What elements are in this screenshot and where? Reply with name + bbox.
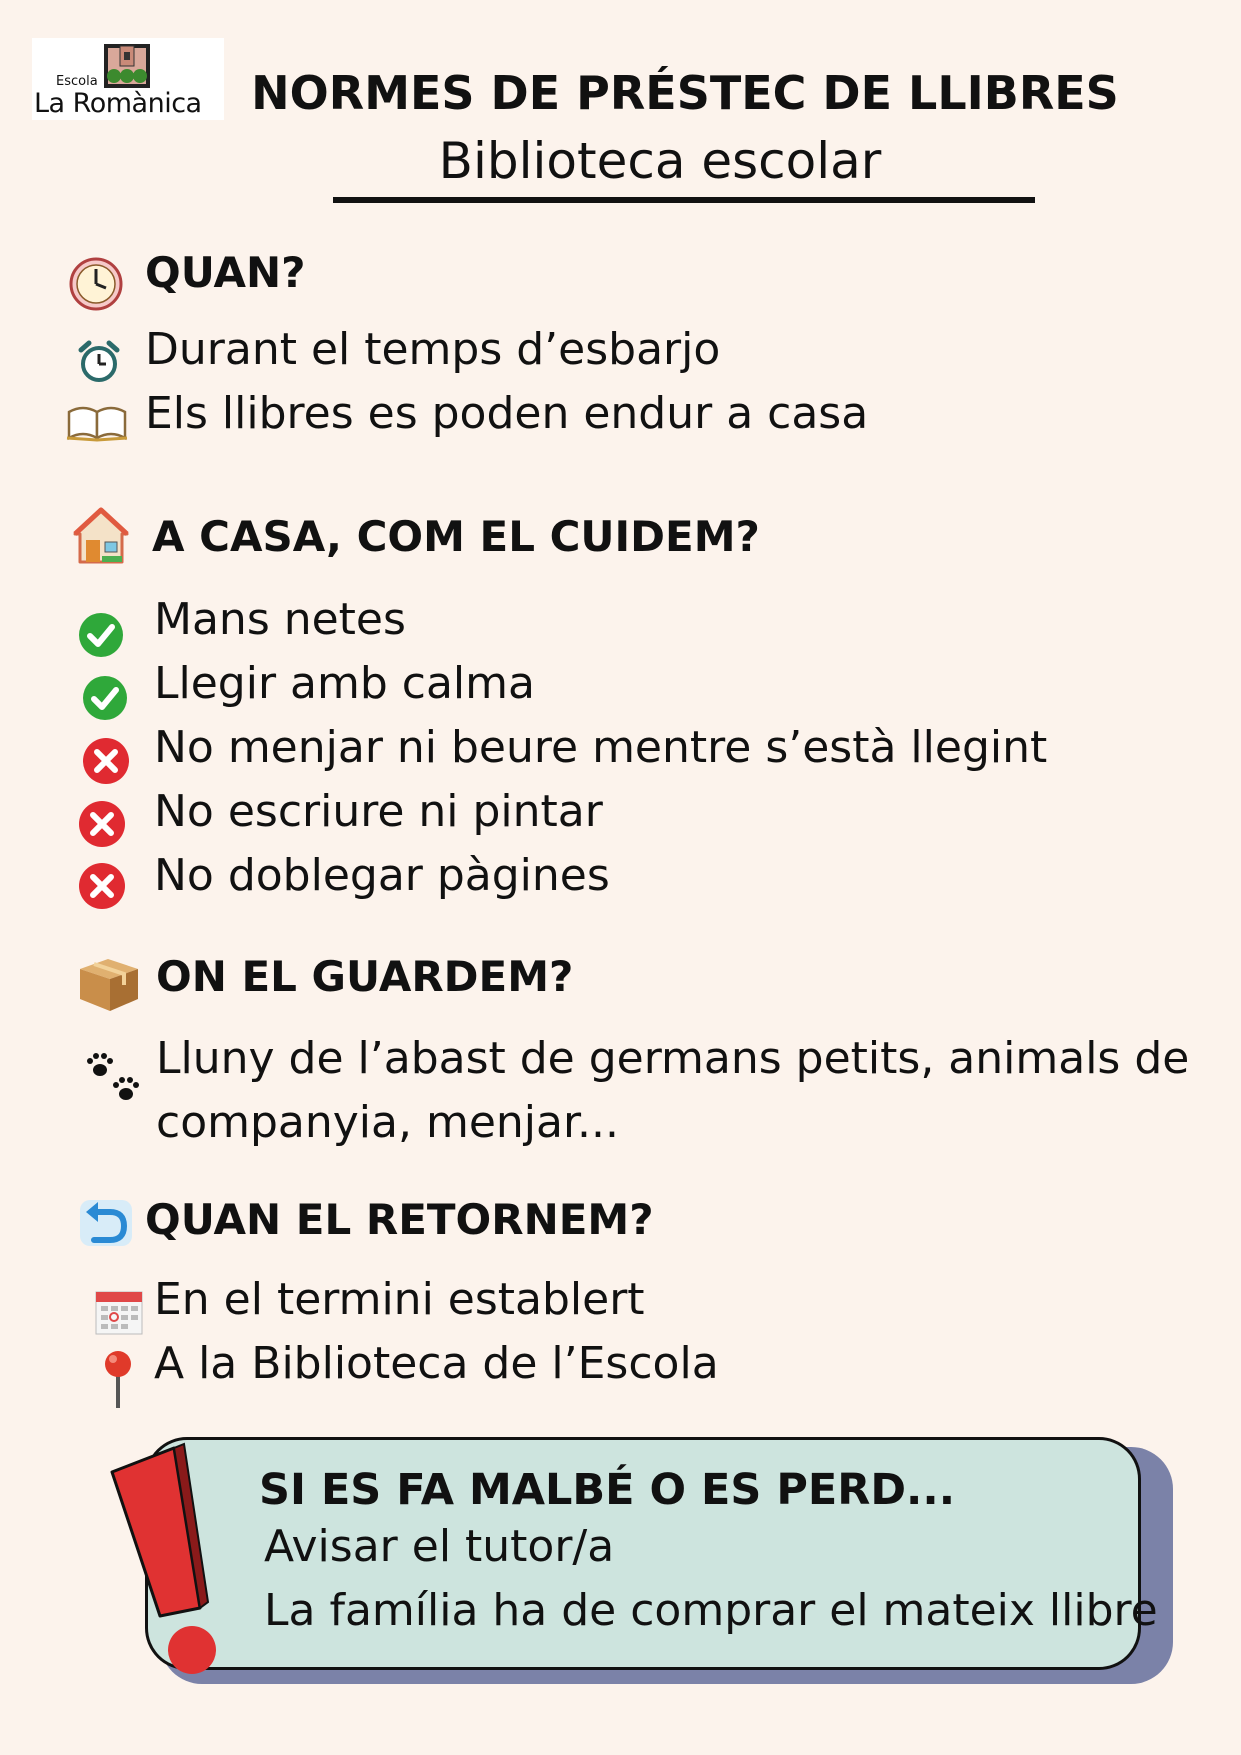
house-icon <box>72 506 130 566</box>
list-item: No menjar ni beure mentre s’està llegint <box>154 722 1048 773</box>
list-item: No escriure ni pintar <box>154 786 603 837</box>
logo-name: La Romànica <box>34 88 202 119</box>
clock-icon <box>68 256 124 312</box>
pushpin-icon <box>100 1348 136 1410</box>
section-when-heading: QUAN? <box>145 248 306 297</box>
cross-icon <box>78 800 126 848</box>
list-item: En el termini establert <box>154 1274 645 1325</box>
logo-small-text: Escola <box>56 74 98 89</box>
callout-line-1: Avisar el tutor/a <box>264 1521 615 1572</box>
list-item: A la Biblioteca de l’Escola <box>154 1338 719 1389</box>
check-icon <box>78 612 124 658</box>
page-subtitle: Biblioteca escolar <box>438 132 882 190</box>
list-item: Durant el temps d’esbarjo <box>145 324 721 375</box>
title-underline <box>333 197 1035 203</box>
return-arrow-icon <box>78 1198 134 1248</box>
list-item-line-1: Lluny de l’abast de germans petits, animals de <box>156 1033 1190 1084</box>
exclamation-icon <box>104 1440 224 1680</box>
cross-icon <box>82 737 130 785</box>
callout-line-2: La família ha de comprar el mateix llibre <box>264 1585 1158 1636</box>
page-title: NORMES DE PRÉSTEC DE LLIBRES <box>251 66 1119 120</box>
section-store-heading: ON EL GUARDEM? <box>156 952 574 1001</box>
section-return-heading: QUAN EL RETORNEM? <box>145 1195 654 1244</box>
alarm-clock-icon <box>76 338 122 384</box>
paw-prints-icon <box>82 1048 144 1110</box>
list-item: No doblegar pàgines <box>154 850 610 901</box>
list-item-line-2: companyia, menjar... <box>156 1097 619 1148</box>
box-icon <box>76 953 142 1013</box>
check-icon <box>82 675 128 721</box>
section-care-heading: A CASA, COM EL CUIDEM? <box>152 512 760 561</box>
school-logo <box>32 38 224 120</box>
school-building-icon <box>102 42 152 90</box>
list-item: Els llibres es poden endur a casa <box>145 388 869 439</box>
list-item: Mans netes <box>154 594 406 645</box>
open-book-icon <box>66 402 128 442</box>
callout-title: SI ES FA MALBÉ O ES PERD... <box>259 1465 956 1515</box>
list-item: Llegir amb calma <box>154 658 535 709</box>
cross-icon <box>78 862 126 910</box>
calendar-icon <box>94 1288 144 1336</box>
